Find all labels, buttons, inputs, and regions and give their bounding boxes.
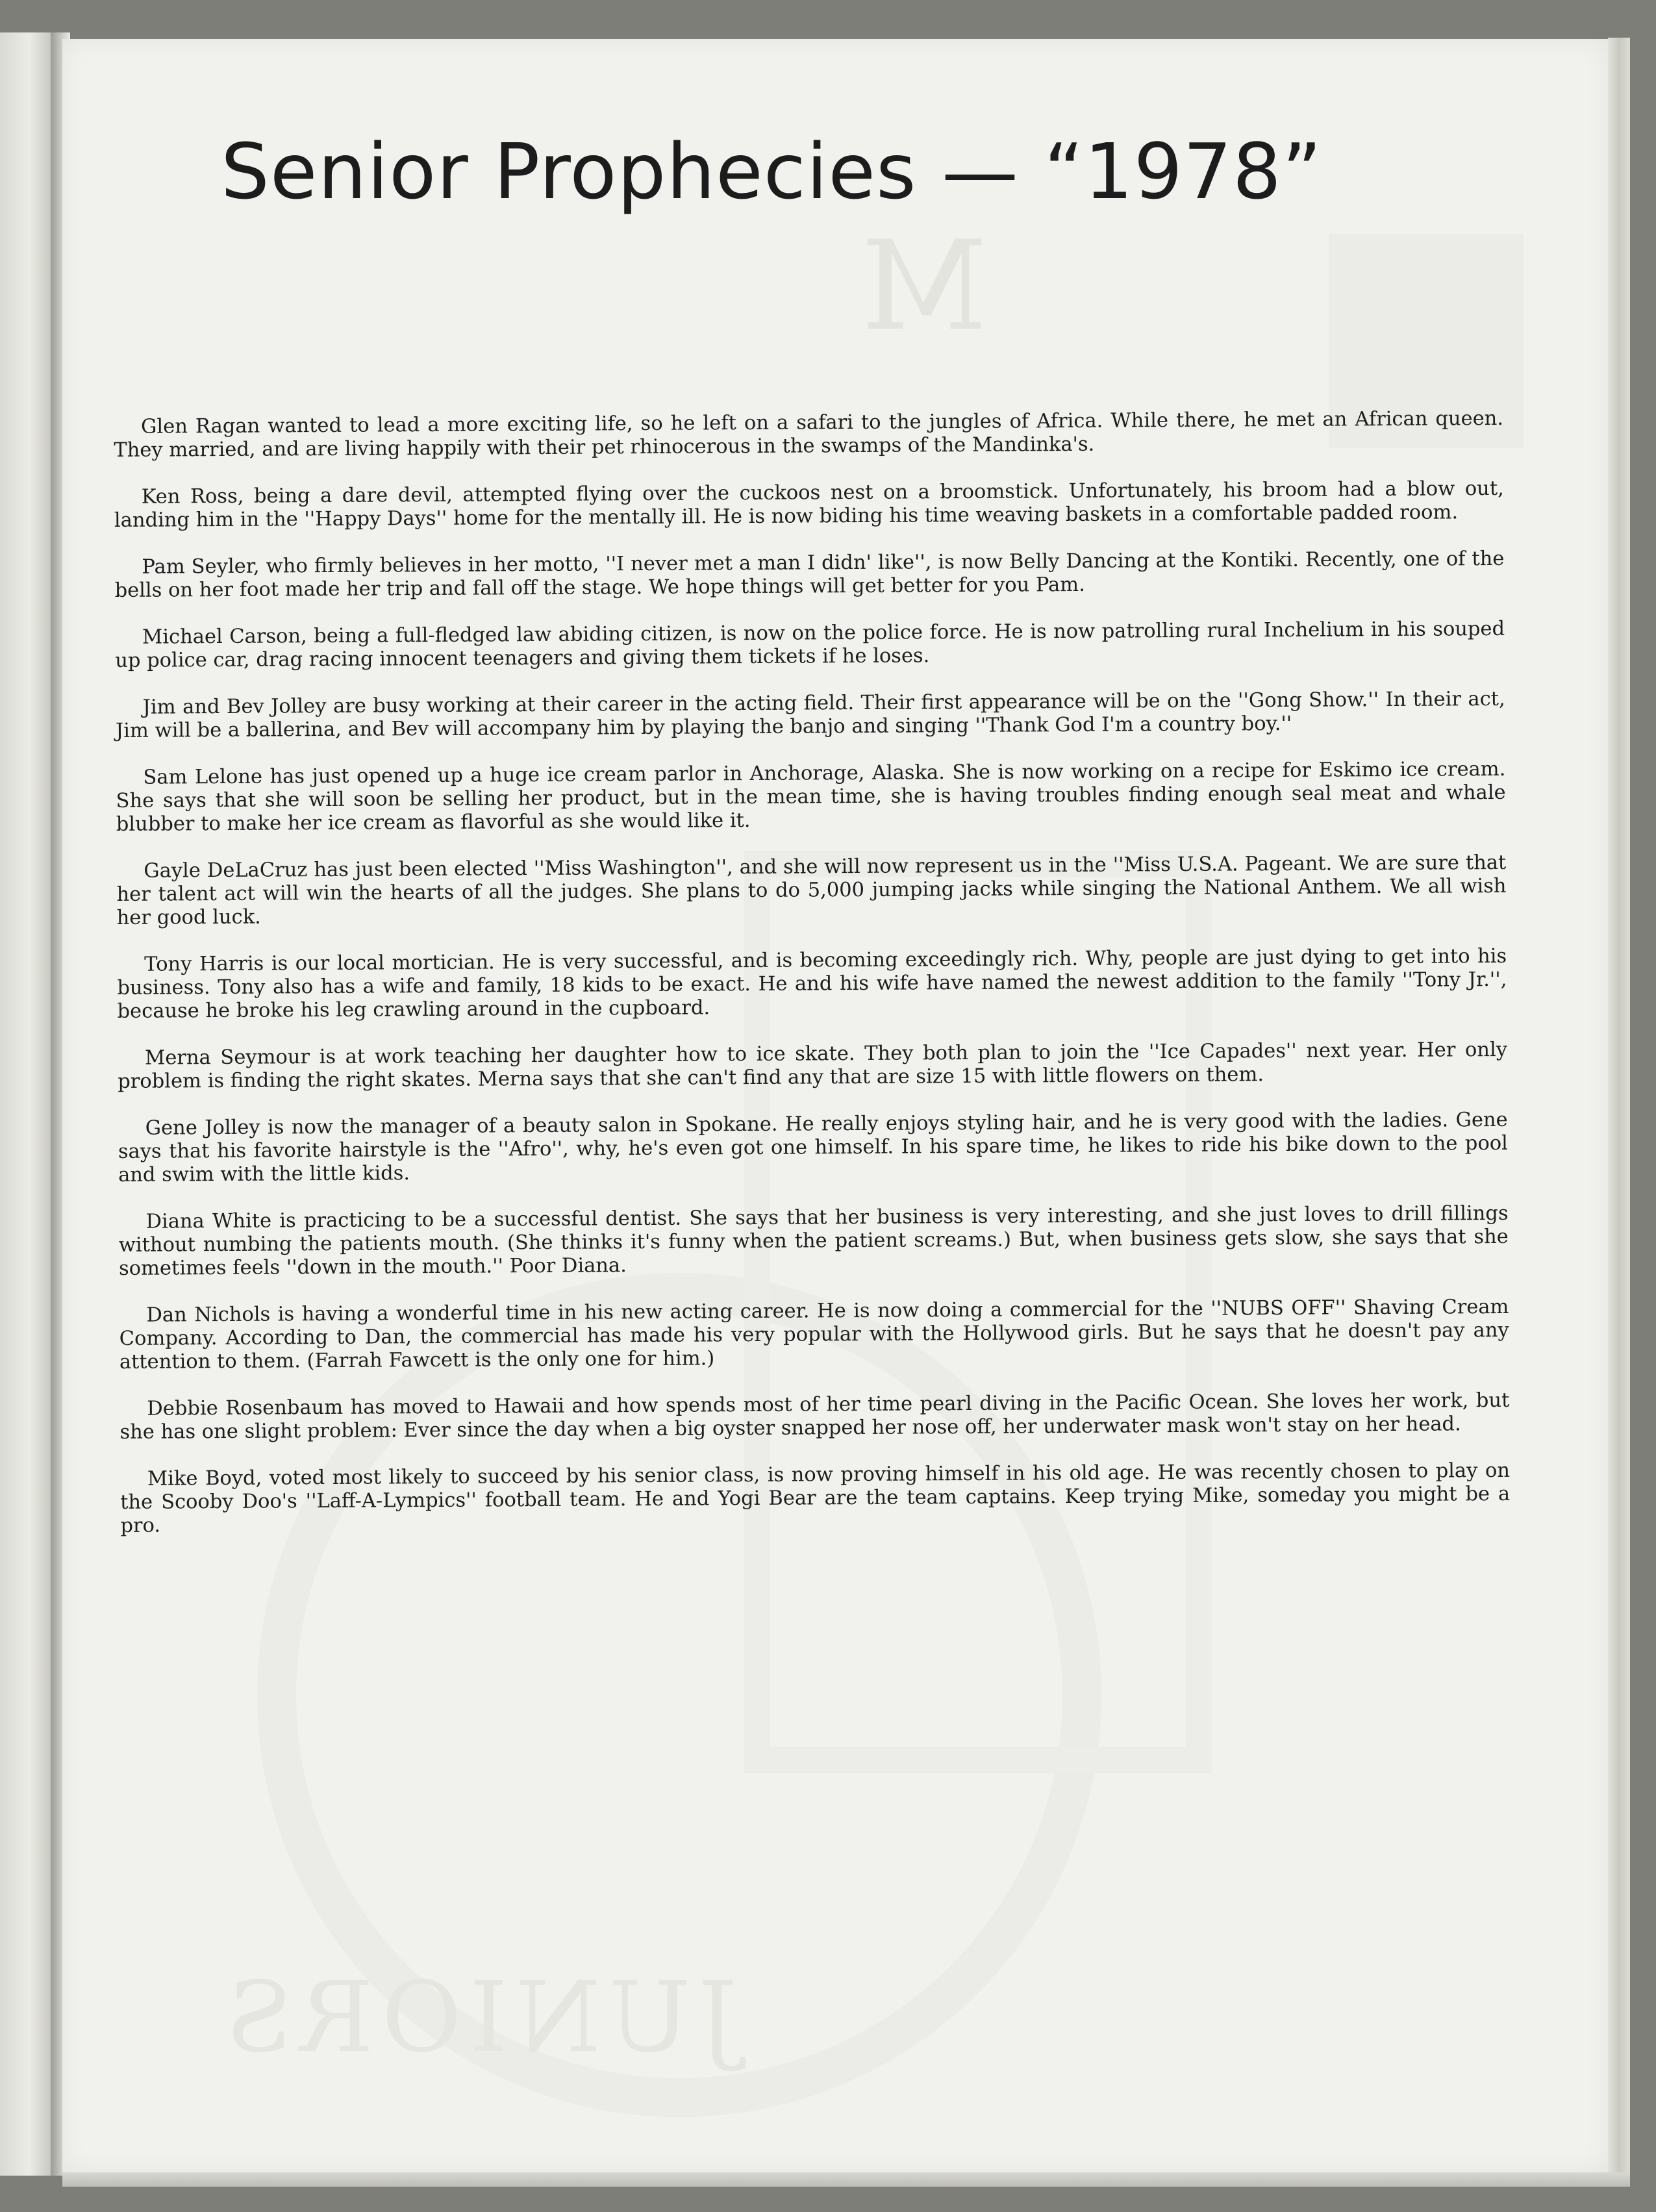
- prophecy-paragraph: Tony Harris is our local mortician. He is very successful, and is becoming exceedingly rich. Why, people are just dying to get into his business. Tony also has a wife and family, 18 kids to be exact. He and his wife have named the newest addition to the family ''Tony Jr.'', because he broke his leg crawling around in the cupboard.: [117, 944, 1507, 1023]
- bleed-through-letter: M: [861, 214, 988, 358]
- prophecy-paragraph: Gayle DeLaCruz has just been elected ''Miss Washington'', and she will now represent us in the ''Miss U.S.A. Pageant. We are sure that her talent act will win the hearts of all the judges. She plans to do 5,000 jumping jacks while singing the National Anthem. We all wish her good luck.: [116, 851, 1507, 929]
- page-edge-bottom: [62, 2172, 1630, 2187]
- prophecy-paragraph: Michael Carson, being a full-fledged law abiding citizen, is now on the police force. He is now patrolling rural Inchelium in his souped up police car, drag racing innocent teenagers and giving them tickets if he loses.: [115, 617, 1505, 672]
- prophecy-paragraph: Glen Ragan wanted to lead a more exciting life, so he left on a safari to the jungles of Africa. While there, he met an African queen. They married, and are living happily with their pet rhinocerous in the swamps of the Mandinka's.: [114, 407, 1504, 462]
- prophecies-text: [114, 407, 1511, 1561]
- prophecy-paragraph: Debbie Rosenbaum has moved to Hawaii and how spends most of her time pearl diving in the Pacific Ocean. She loves her work, but she has one slight problem: Ever since the day when a big oyster snapped her nose off, her underwater mask won't stay on her head.: [119, 1389, 1510, 1444]
- prophecy-paragraph: Mike Boyd, voted most likely to succeed by his senior class, is now proving himself in his old age. He was recently chosen to play on the Scooby Doo's ''Laff-A-Lympics'' football team. He and Yogi Bear are the team captains. Keep trying Mike, someday you might be a pro.: [120, 1459, 1511, 1537]
- prophecy-paragraph: Pam Seyler, who firmly believes in her motto, ''I never met a man I didn' like'', is now Belly Dancing at the Kontiki. Recently, one of the bells on her foot made her trip and fall off the stage. We hope things will get better for you Pam.: [114, 547, 1505, 602]
- page-edge-right: [1608, 38, 1630, 2174]
- prophecy-paragraph: Sam Lelone has just opened up a huge ice cream parlor in Anchorage, Alaska. She is now working on a recipe for Eskimo ice cream. She says that she will soon be selling her product, but in the mean time, she is having troubles finding enough seal meat and whale blubber to make her ice cream as flavorful as she would like it.: [116, 757, 1506, 836]
- bleed-through-word: JUNIORS: [218, 1961, 738, 2074]
- prophecy-paragraph: Merna Seymour is at work teaching her daughter how to ice skate. They both plan to join the ''Ice Capades'' next year. Her only problem is finding the right skates. Merna says that she can't find any that are size 15 with little flowers on them.: [118, 1038, 1508, 1093]
- prophecy-paragraph: Ken Ross, being a dare devil, attempted flying over the cuckoos nest on a broomstick. Unfortunately, his broom had a blow out, landing him in the ''Happy Days'' home for the mentally ill. He is now biding his time weaving baskets in a comfortable padded room.: [114, 477, 1504, 532]
- prophecy-paragraph: Dan Nichols is having a wonderful time in his new acting career. He is now doing a commercial for the ''NUBS OFF'' Shaving Cream Company. According to Dan, the commercial has made his very popular with the Hollywood girls. But he says that he doesn't pay any attention to them. (Farrah Fawcett is the only one for him.): [119, 1295, 1509, 1374]
- prophecy-paragraph: Gene Jolley is now the manager of a beauty salon in Spokane. He really enjoys styling hair, and he is very good with the ladies. Gene says that his favorite hairstyle is the ''Afro'', why, he's even got one himself. In his spare time, he likes to ride his bike down to the pool and swim with the little kids.: [118, 1108, 1508, 1187]
- page-title: Senior Prophecies — “1978”: [221, 127, 1323, 216]
- prophecy-paragraph: Diana White is practicing to be a successful dentist. She says that her business is very interesting, and she just loves to drill fillings without numbing the patients mouth. (She thinks it's funny when the patient screams.) But, when business gets slow, she says that she sometimes feels ''down in the mouth.'' Poor Diana.: [118, 1201, 1509, 1280]
- prophecy-paragraph: Jim and Bev Jolley are busy working at their career in the acting field. Their first appearance will be on the ''Gong Show.'' In their act, Jim will be a ballerina, and Bev will accompany him by playing the banjo and singing ''Thank God I'm a country boy.'': [115, 687, 1505, 742]
- previous-page-edge: [0, 32, 53, 2176]
